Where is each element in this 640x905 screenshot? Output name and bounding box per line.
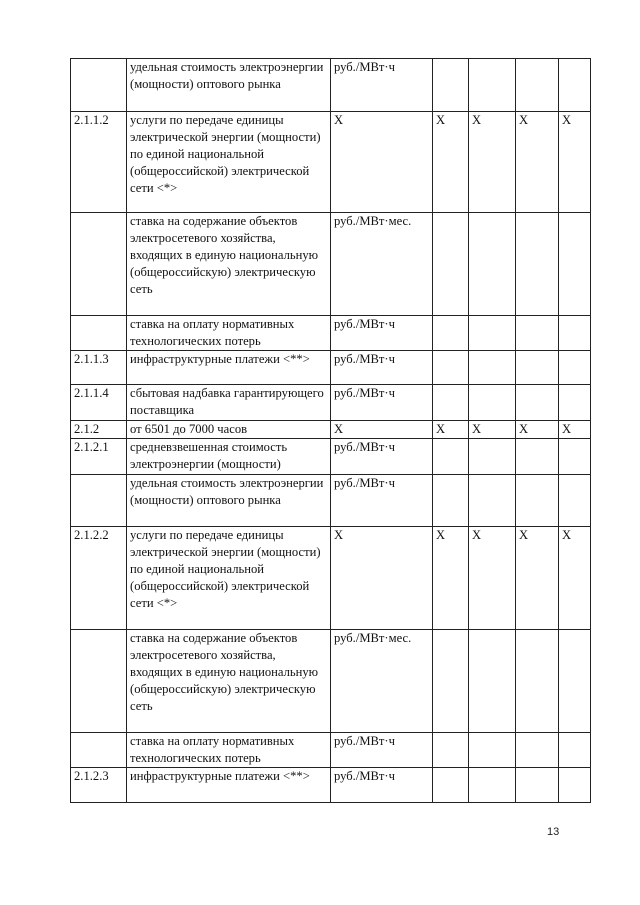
row-mark	[433, 768, 469, 803]
row-code	[71, 733, 127, 768]
row-mark	[433, 59, 469, 112]
row-description: удельная стоимость электроэнергии (мощности) оптового рынка	[127, 475, 331, 527]
row-mark	[559, 59, 591, 112]
row-code	[71, 59, 127, 112]
row-code	[71, 475, 127, 527]
row-mark	[559, 213, 591, 316]
row-mark: X	[516, 527, 559, 630]
row-unit: руб./МВт·мес.	[331, 630, 433, 733]
row-mark	[469, 630, 516, 733]
row-unit: X	[331, 112, 433, 213]
row-mark	[433, 213, 469, 316]
row-mark: X	[433, 421, 469, 439]
row-mark	[433, 630, 469, 733]
row-mark	[516, 385, 559, 421]
table-row	[71, 733, 591, 768]
row-description: инфраструктурные платежи <**>	[127, 351, 331, 385]
row-unit: X	[331, 421, 433, 439]
table-row	[71, 385, 591, 421]
row-code: 2.1.2.3	[71, 768, 127, 803]
row-description: услуги по передаче единицы электрической энергии (мощности) по единой национальной (общероссийской) электрической сети <*>	[127, 112, 331, 213]
row-unit: руб./МВт·ч	[331, 385, 433, 421]
table-row	[71, 316, 591, 351]
row-unit: X	[331, 527, 433, 630]
row-unit: руб./МВт·ч	[331, 351, 433, 385]
row-code: 2.1.1.4	[71, 385, 127, 421]
row-mark	[516, 316, 559, 351]
row-mark: X	[469, 527, 516, 630]
row-description: от 6501 до 7000 часов	[127, 421, 331, 439]
row-code: 2.1.1.3	[71, 351, 127, 385]
row-mark: X	[433, 527, 469, 630]
tariff-table	[70, 58, 591, 803]
row-mark	[469, 59, 516, 112]
row-mark: X	[433, 112, 469, 213]
row-description: ставка на оплату нормативных технологических потерь	[127, 316, 331, 351]
row-mark	[469, 475, 516, 527]
row-mark	[559, 439, 591, 475]
row-mark	[516, 213, 559, 316]
row-description: ставка на содержание объектов электросетевого хозяйства, входящих в единую национальную (общероссийскую) электрическую сеть	[127, 213, 331, 316]
row-mark	[516, 351, 559, 385]
row-mark	[469, 439, 516, 475]
row-mark	[433, 475, 469, 527]
row-code: 2.1.2.2	[71, 527, 127, 630]
row-mark	[559, 351, 591, 385]
row-code: 2.1.2	[71, 421, 127, 439]
row-code	[71, 316, 127, 351]
row-mark	[469, 385, 516, 421]
table-row	[71, 475, 591, 527]
row-code	[71, 213, 127, 316]
row-unit: руб./МВт·ч	[331, 768, 433, 803]
row-mark	[516, 733, 559, 768]
row-mark	[516, 439, 559, 475]
page-number: 13	[547, 826, 560, 838]
row-unit: руб./МВт·мес.	[331, 213, 433, 316]
row-unit: руб./МВт·ч	[331, 59, 433, 112]
row-description: услуги по передаче единицы электрической энергии (мощности) по единой национальной (общероссийской) электрической сети <*>	[127, 527, 331, 630]
row-mark	[516, 768, 559, 803]
row-code	[71, 630, 127, 733]
row-mark	[559, 768, 591, 803]
row-mark	[469, 316, 516, 351]
row-unit: руб./МВт·ч	[331, 733, 433, 768]
row-description: инфраструктурные платежи <**>	[127, 768, 331, 803]
row-mark	[433, 351, 469, 385]
table-row	[71, 630, 591, 733]
row-mark: X	[559, 527, 591, 630]
row-mark	[559, 385, 591, 421]
table-row	[71, 768, 591, 803]
row-unit: руб./МВт·ч	[331, 439, 433, 475]
row-unit: руб./МВт·ч	[331, 475, 433, 527]
row-mark	[469, 213, 516, 316]
row-mark: X	[469, 112, 516, 213]
row-description: сбытовая надбавка гарантирующего поставщика	[127, 385, 331, 421]
row-mark	[469, 768, 516, 803]
row-description: ставка на оплату нормативных технологических потерь	[127, 733, 331, 768]
row-unit: руб./МВт·ч	[331, 316, 433, 351]
row-mark: X	[559, 421, 591, 439]
table-row	[71, 527, 591, 630]
row-mark	[516, 630, 559, 733]
row-mark	[559, 733, 591, 768]
table-row	[71, 351, 591, 385]
row-mark	[559, 475, 591, 527]
row-description: ставка на содержание объектов электросетевого хозяйства, входящих в единую национальную (общероссийскую) электрическую сеть	[127, 630, 331, 733]
row-mark	[433, 733, 469, 768]
row-description: средневзвешенная стоимость электроэнергии (мощности)	[127, 439, 331, 475]
row-mark	[433, 316, 469, 351]
row-mark	[516, 475, 559, 527]
row-mark: X	[516, 112, 559, 213]
table-row	[71, 112, 591, 213]
row-mark: X	[516, 421, 559, 439]
row-mark	[559, 630, 591, 733]
row-mark	[433, 385, 469, 421]
row-description: удельная стоимость электроэнергии (мощности) оптового рынка	[127, 59, 331, 112]
table-row	[71, 421, 591, 439]
row-code: 2.1.2.1	[71, 439, 127, 475]
row-code: 2.1.1.2	[71, 112, 127, 213]
row-mark	[433, 439, 469, 475]
table-row	[71, 213, 591, 316]
row-mark	[516, 59, 559, 112]
row-mark	[559, 316, 591, 351]
row-mark	[469, 733, 516, 768]
table-row	[71, 59, 591, 112]
row-mark: X	[469, 421, 516, 439]
row-mark: X	[559, 112, 591, 213]
row-mark	[469, 351, 516, 385]
table-row	[71, 439, 591, 475]
